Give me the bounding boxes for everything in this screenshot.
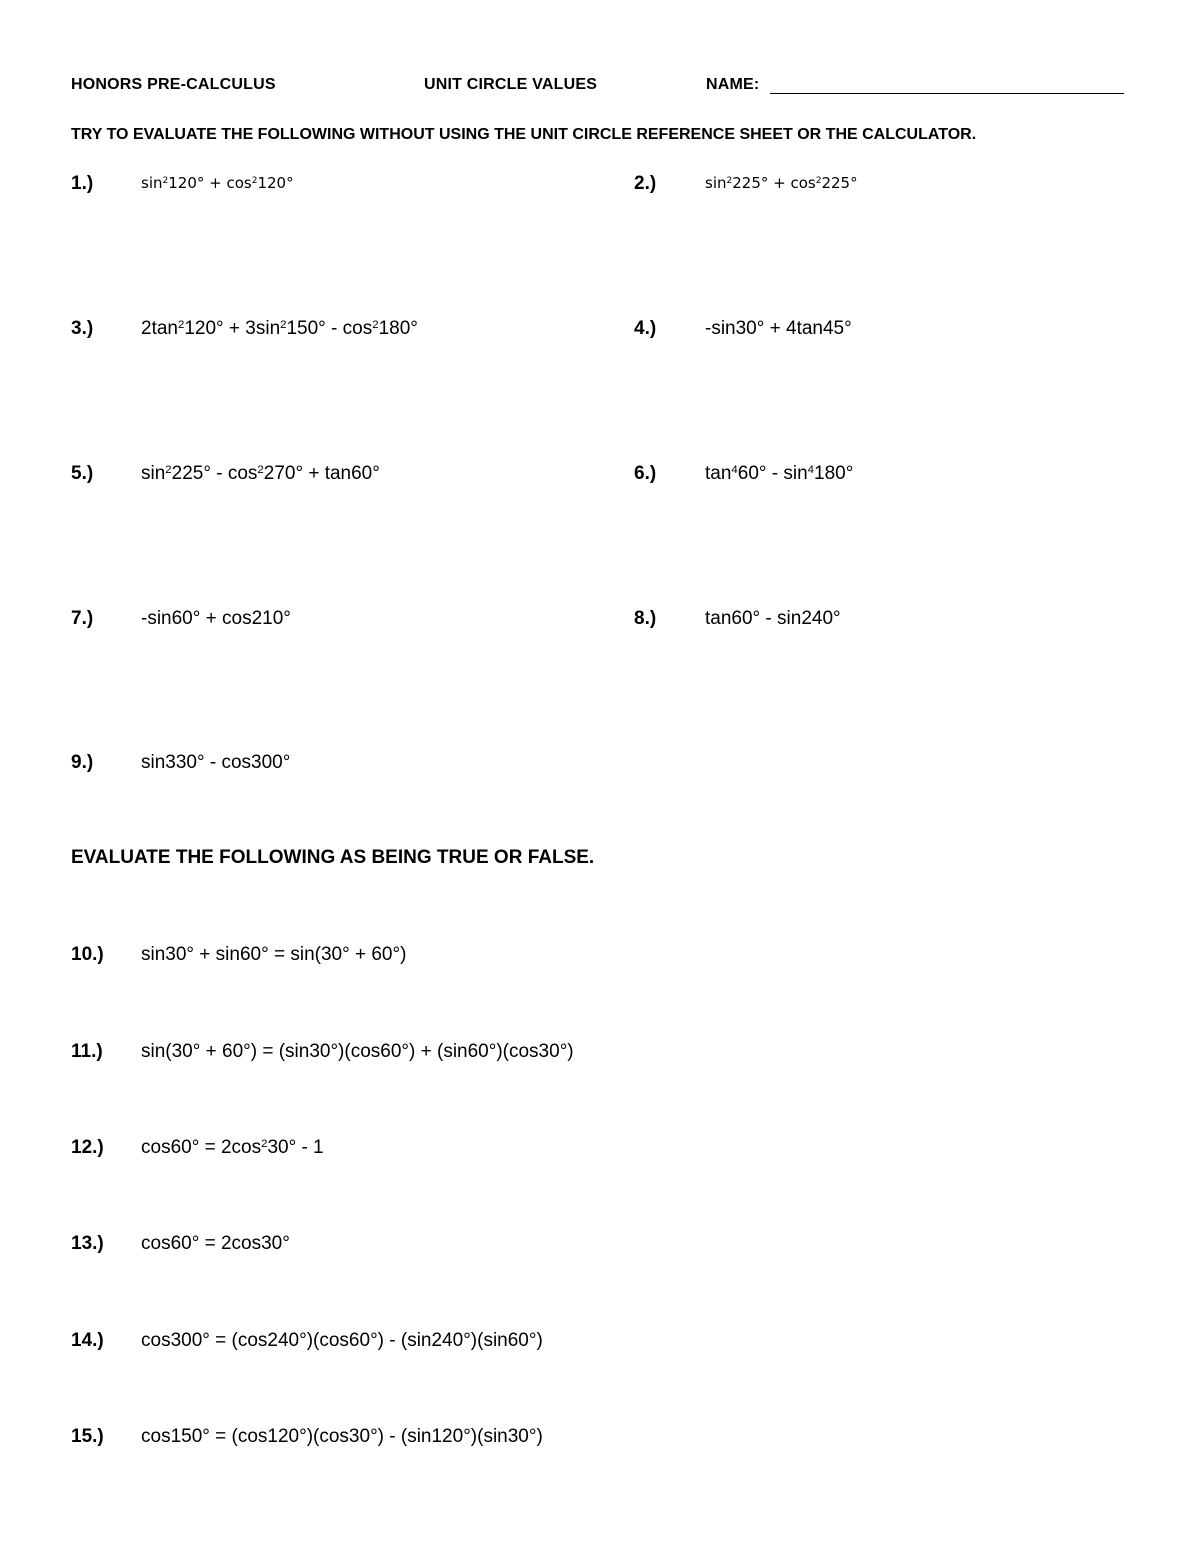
problem-number: 13.) xyxy=(71,1233,104,1254)
problem-expression: $\tan^460^\circ - \sin^4180^\circ$ xyxy=(705,463,854,484)
name-blank-line xyxy=(770,93,1124,94)
problem-expression: -sin30° + 4tan45° xyxy=(705,318,852,339)
instructions: TRY TO EVALUATE THE FOLLOWING WITHOUT USING THE UNIT CIRCLE REFERENCE SHEET OR THE CALCULATOR. xyxy=(71,126,977,143)
problem-expression: sin30° + sin60° = sin(30° + 60°) xyxy=(141,944,407,965)
problem-number: 3.) xyxy=(71,318,94,339)
problem-number: 9.) xyxy=(71,752,94,773)
problem-number: 4.) xyxy=(634,318,657,339)
problem-number: 8.) xyxy=(634,608,657,629)
problem-number: 11.) xyxy=(71,1041,103,1062)
worksheet-topic: UNIT CIRCLE VALUES xyxy=(424,76,598,93)
problem-expression: $\sin^2225^\circ + \cos^2225^\circ$ xyxy=(705,174,858,192)
problem-number: 12.) xyxy=(71,1137,104,1158)
problem-expression: sin330° - cos300° xyxy=(141,752,291,773)
problem-number: 2.) xyxy=(634,173,657,194)
problem-expression: $2\tan^2120^\circ + 3\sin^2150^\circ - \cos^2180^\circ$ xyxy=(141,318,418,339)
problem-expression: cos60° = 2cos30° xyxy=(141,1233,290,1254)
section-title: EVALUATE THE FOLLOWING AS BEING TRUE OR FALSE. xyxy=(71,847,595,868)
problem-expression: $\cos 60^\circ = 2\cos^230^\circ - 1$ xyxy=(141,1137,324,1158)
problem-expression: $\sin^2225^\circ - \cos^2270^\circ + \tan 60^\circ$ xyxy=(141,463,380,484)
problem-number: 10.) xyxy=(71,944,104,965)
course-title: HONORS PRE-CALCULUS xyxy=(71,76,276,93)
problem-number: 14.) xyxy=(71,1330,104,1351)
name-label: NAME: xyxy=(706,76,760,93)
problem-expression: $\sin^2120^\circ + \cos^2120^\circ$ xyxy=(141,174,294,192)
problem-expression: cos150° = (cos120°)(cos30°) - (sin120°)(sin30°) xyxy=(141,1426,543,1447)
problem-expression: sin(30° + 60°) = (sin30°)(cos60°) + (sin60°)(cos30°) xyxy=(141,1041,574,1062)
problem-number: 1.) xyxy=(71,173,94,194)
problem-number: 5.) xyxy=(71,463,94,484)
problem-number: 6.) xyxy=(634,463,657,484)
problem-expression: -sin60° + cos210° xyxy=(141,608,291,629)
problem-expression: tan60° - sin240° xyxy=(705,608,841,629)
problem-number: 7.) xyxy=(71,608,94,629)
problem-number: 15.) xyxy=(71,1426,104,1447)
problem-expression: cos300° = (cos240°)(cos60°) - (sin240°)(sin60°) xyxy=(141,1330,543,1351)
